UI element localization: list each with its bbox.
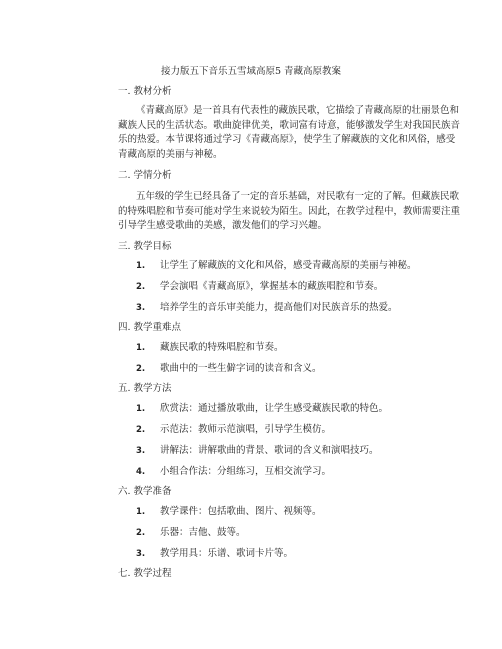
list-item <box>136 403 388 415</box>
list-item <box>136 548 293 560</box>
section-heading-teaching-methods: 五. 教学方法 <box>118 383 172 394</box>
list-text: 欣赏法：通过播放歌曲，让学生感受藏族民歌的特色。 <box>160 403 389 414</box>
list-text: 教学课件：包括歌曲、图片、视频等。 <box>160 506 322 517</box>
section-heading-material-analysis: 一. 教材分析 <box>118 86 172 97</box>
list-number: 1. <box>136 507 146 517</box>
paragraph-line: 《青藏高原》是一首具有代表性的藏族民歌，它描绘了青藏高原的壮丽景色和 <box>136 105 460 116</box>
list-item <box>136 302 398 314</box>
list-text: 让学生了解藏族的文化和风俗，感受青藏高原的美丽与神秘。 <box>160 260 417 271</box>
paragraph-line: 引导学生感受歌曲的美感，激发他们的学习兴趣。 <box>118 220 328 231</box>
paragraph-line: 乐的热爱。本节课将通过学习《青藏高原》，使学生了解藏族的文化和风俗，感受 <box>118 134 456 145</box>
list-text: 藏族民歌的特殊唱腔和节奏。 <box>160 342 284 353</box>
list-item <box>136 506 322 518</box>
list-item <box>136 281 383 293</box>
list-item <box>136 527 246 539</box>
list-number: 2. <box>136 425 146 435</box>
list-number: 2. <box>136 364 146 374</box>
paragraph-student-analysis <box>118 190 461 234</box>
list-item <box>136 424 331 436</box>
list-item <box>136 342 284 354</box>
list-text: 讲解法：讲解歌曲的背景、歌词的含义和演唱技巧。 <box>160 445 379 456</box>
section-heading-teaching-process: 七. 教学过程 <box>118 568 172 579</box>
paragraph-line: 五年级的学生已经具备了一定的音乐基础，对民歌有一定的了解。但藏族民歌 <box>136 191 460 202</box>
section-heading-teaching-goals: 三. 教学目标 <box>118 241 172 252</box>
paragraph-line: 的特殊唱腔和节奏可能对学生来说较为陌生。因此，在教学过程中，教师需要注重 <box>118 205 461 217</box>
list-item <box>136 260 417 272</box>
list-text: 乐器：吉他、鼓等。 <box>160 527 246 538</box>
section-heading-key-points: 四. 教学重难点 <box>118 322 182 333</box>
list-item <box>136 466 331 478</box>
list-number: 4. <box>136 467 146 477</box>
section-heading-teaching-preparation: 六. 教学准备 <box>118 486 172 497</box>
list-text: 小组合作法：分组练习，互相交流学习。 <box>160 466 332 477</box>
list-number: 2. <box>136 528 146 538</box>
list-number: 2. <box>136 282 146 292</box>
list-number: 1. <box>136 261 146 271</box>
list-text: 培养学生的音乐审美能力，提高他们对民族音乐的热爱。 <box>160 302 398 313</box>
list-text: 学会演唱《青藏高原》，掌握基本的藏族唱腔和节奏。 <box>160 281 384 292</box>
list-number: 1. <box>136 404 146 414</box>
list-item <box>136 445 379 457</box>
list-number: 3. <box>136 446 146 456</box>
list-number: 3. <box>136 303 146 313</box>
list-number: 1. <box>136 343 146 353</box>
list-number: 3. <box>136 549 146 559</box>
document-title: 接力版五下音乐五雪域高原5 青藏高原教案 <box>160 66 342 77</box>
list-text: 示范法：教师示范演唱，引导学生模仿。 <box>160 424 332 435</box>
list-item <box>136 363 322 375</box>
list-text: 教学用具：乐谱、歌词卡片等。 <box>160 548 294 559</box>
list-text: 歌曲中的一些生僻字词的读音和含义。 <box>160 363 322 374</box>
section-heading-student-analysis: 二. 学情分析 <box>118 170 172 181</box>
paragraph-material-analysis <box>118 104 461 162</box>
paragraph-line: 青藏高原的美丽与神秘。 <box>118 148 223 160</box>
paragraph-line: 藏族人民的生活状态。歌曲旋律优美，歌词富有诗意，能够激发学生对我国民族音 <box>118 119 461 131</box>
